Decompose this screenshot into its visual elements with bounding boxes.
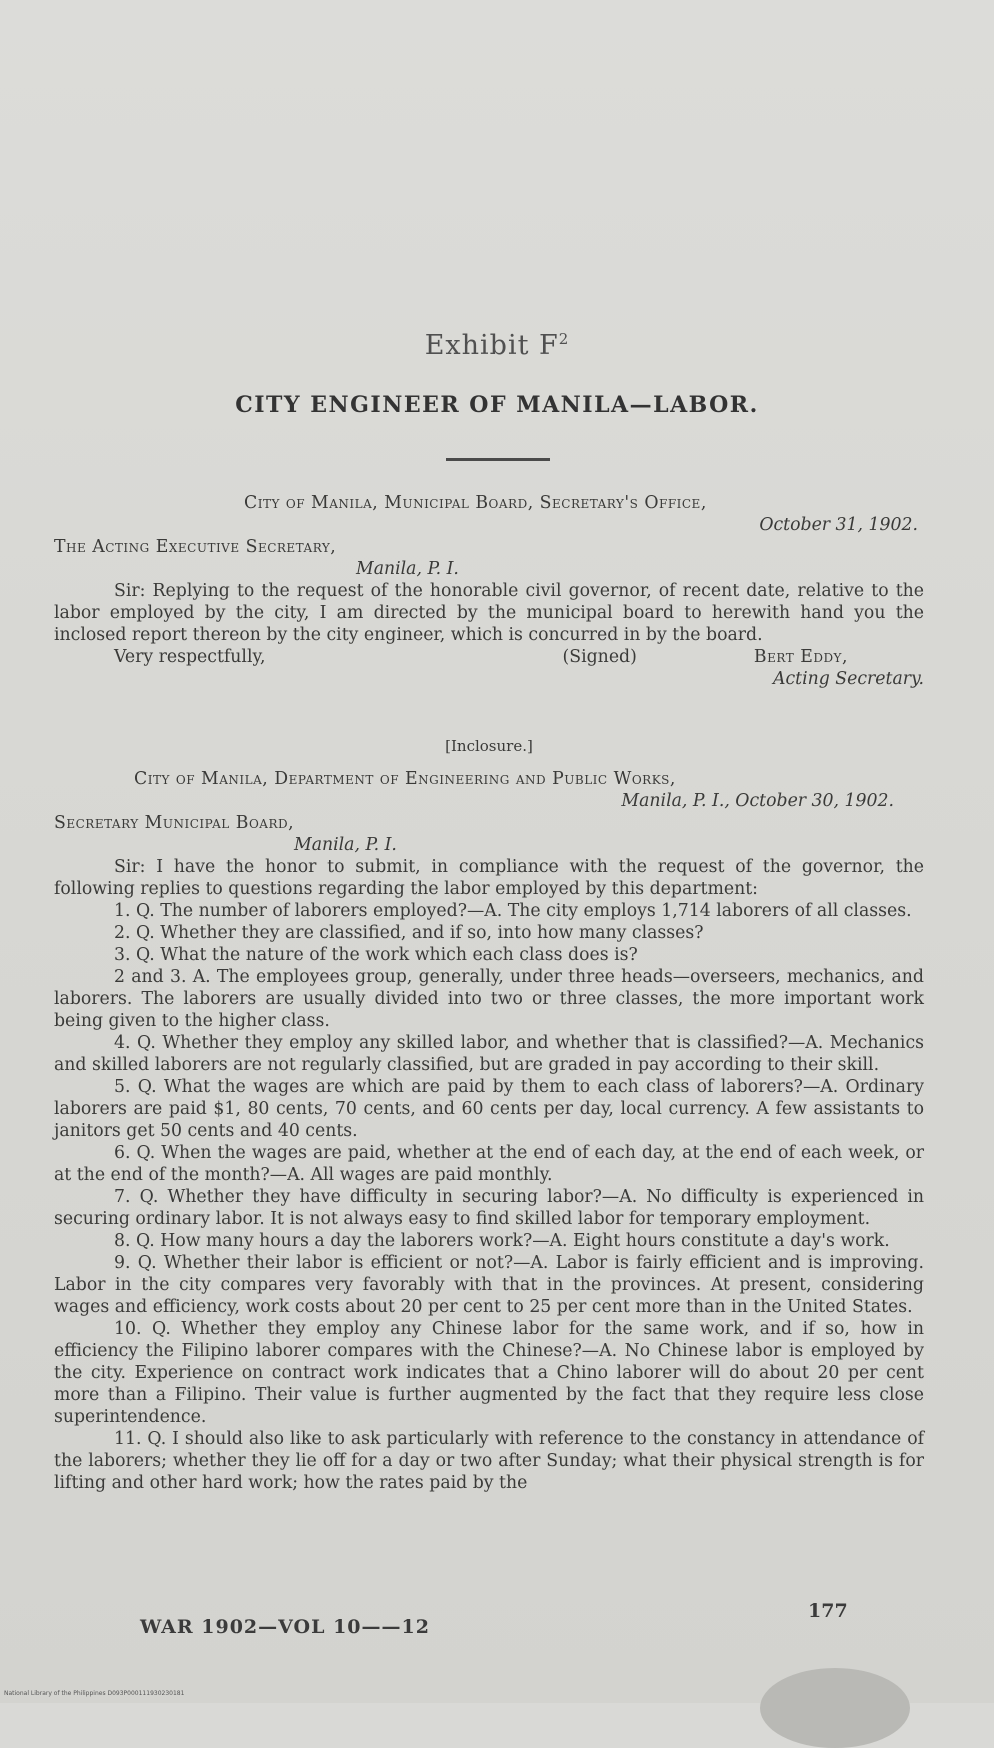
closing-phrase: Very respectfully, [114, 647, 266, 667]
letter-one-date: October 31, 1902. [759, 515, 918, 535]
letter-one-from: City of Manila, Municipal Board, Secretary's Office, [244, 493, 707, 513]
paragraph: 2 and 3. A. The employees group, generally, under three heads—overseers, mechanics, and laborers. The laborers are usually divided into two or three classes, the more important work being given to the higher class. [54, 967, 924, 1031]
scan-credit: National Library of the Philippines D093P000111930230181 [4, 1690, 185, 1697]
inclosure-label: [Inclosure.] [445, 737, 533, 755]
signer-title: Acting Secretary. [772, 669, 924, 689]
paragraph: 6. Q. When the wages are paid, whether at the end of each day, at the end of each week, or at the end of the month?—A. All wages are paid monthly. [54, 1143, 924, 1185]
letter-two [54, 768, 924, 1494]
paragraph: 5. Q. What the wages are which are paid by them to each class of laborers?—A. Ordinary laborers are paid $1, 80 cents, 70 cents, and 60 cents per day, local currency. A few assistants to janitors get 50 cents and 40 cents. [54, 1077, 924, 1141]
letter-one-addressee: The Acting Executive Secretary, [54, 537, 337, 557]
paragraph: 4. Q. Whether they employ any skilled labor, and whether that is classified?—A. Mechanics and skilled laborers are not regularly classified, but are graded in pay according to their skill. [54, 1033, 924, 1075]
paragraph: 3. Q. What the nature of the work which each class does is? [114, 945, 638, 965]
signed-label: (Signed) [562, 647, 637, 667]
scan-shadow [760, 1668, 910, 1748]
paragraph: Sir: I have the honor to submit, in compliance with the request of the governor, the following replies to questions regarding the labor employed by this department: [54, 857, 924, 899]
signer-name: Bert Eddy, [753, 647, 848, 667]
paragraph: 11. Q. I should also like to ask particularly with reference to the constancy in attendance of the laborers; whether they lie off for a day or two after Sunday; what their physical strength is for lifting and other hard work; how the rates paid by the [54, 1429, 924, 1493]
paragraph: 2. Q. Whether they are classified, and if so, into how many classes? [114, 923, 704, 943]
letter-one-closing [54, 646, 924, 668]
letter-two-place: Manila, P. I. [294, 835, 397, 855]
divider [446, 458, 550, 461]
letter-two-date: Manila, P. I., October 30, 1902. [621, 791, 894, 811]
letter-two-from: City of Manila, Department of Engineering and Public Works, [134, 769, 676, 789]
letter-one [54, 492, 924, 690]
exhibit-title-text: Exhibit F [424, 330, 559, 361]
paragraph: 8. Q. How many hours a day the laborers work?—A. Eight hours constitute a day's work. [114, 1231, 890, 1251]
page-heading: CITY ENGINEER OF MANILA—LABOR. [235, 392, 759, 418]
exhibit-title [0, 330, 994, 361]
letter-one-place: Manila, P. I. [356, 559, 459, 579]
page-number: 177 [808, 1600, 848, 1622]
letter-one-body: Sir: Replying to the request of the honorable civil governor, of recent date, relative to the labor employed by the city, I am directed by the municipal board to herewith hand you the inclosed report thereon by the city engineer, which is concurred in by the board. [54, 581, 924, 645]
page-footer: WAR 1902—VOL 10——12 [140, 1616, 430, 1638]
paragraph: 1. Q. The number of laborers employed?—A. The city employs 1,714 laborers of all classes. [114, 901, 912, 921]
paragraph: 9. Q. Whether their labor is efficient or not?—A. Labor is fairly efficient and is improving. Labor in the city compares very favorably with that in the provinces. At present, considering wages and efficiency, work costs about 20 per cent to 25 per cent more than in the United States. [54, 1253, 924, 1317]
paragraph: 10. Q. Whether they employ any Chinese labor for the same work, and if so, how in efficiency the Filipino laborer compares with the Chinese?—A. No Chinese labor is employed by the city. Experience on contract work indicates that a Chino laborer will do about 20 per cent more than a Filipino. Their value is further augmented by the fact that they require less close superintendence. [54, 1319, 924, 1427]
exhibit-superscript: 2 [558, 330, 570, 348]
letter-two-addressee: Secretary Municipal Board, [54, 813, 295, 833]
paragraph: 7. Q. Whether they have difficulty in securing labor?—A. No difficulty is experienced in securing ordinary labor. It is not always easy to find skilled labor for temporary employment. [54, 1187, 924, 1229]
